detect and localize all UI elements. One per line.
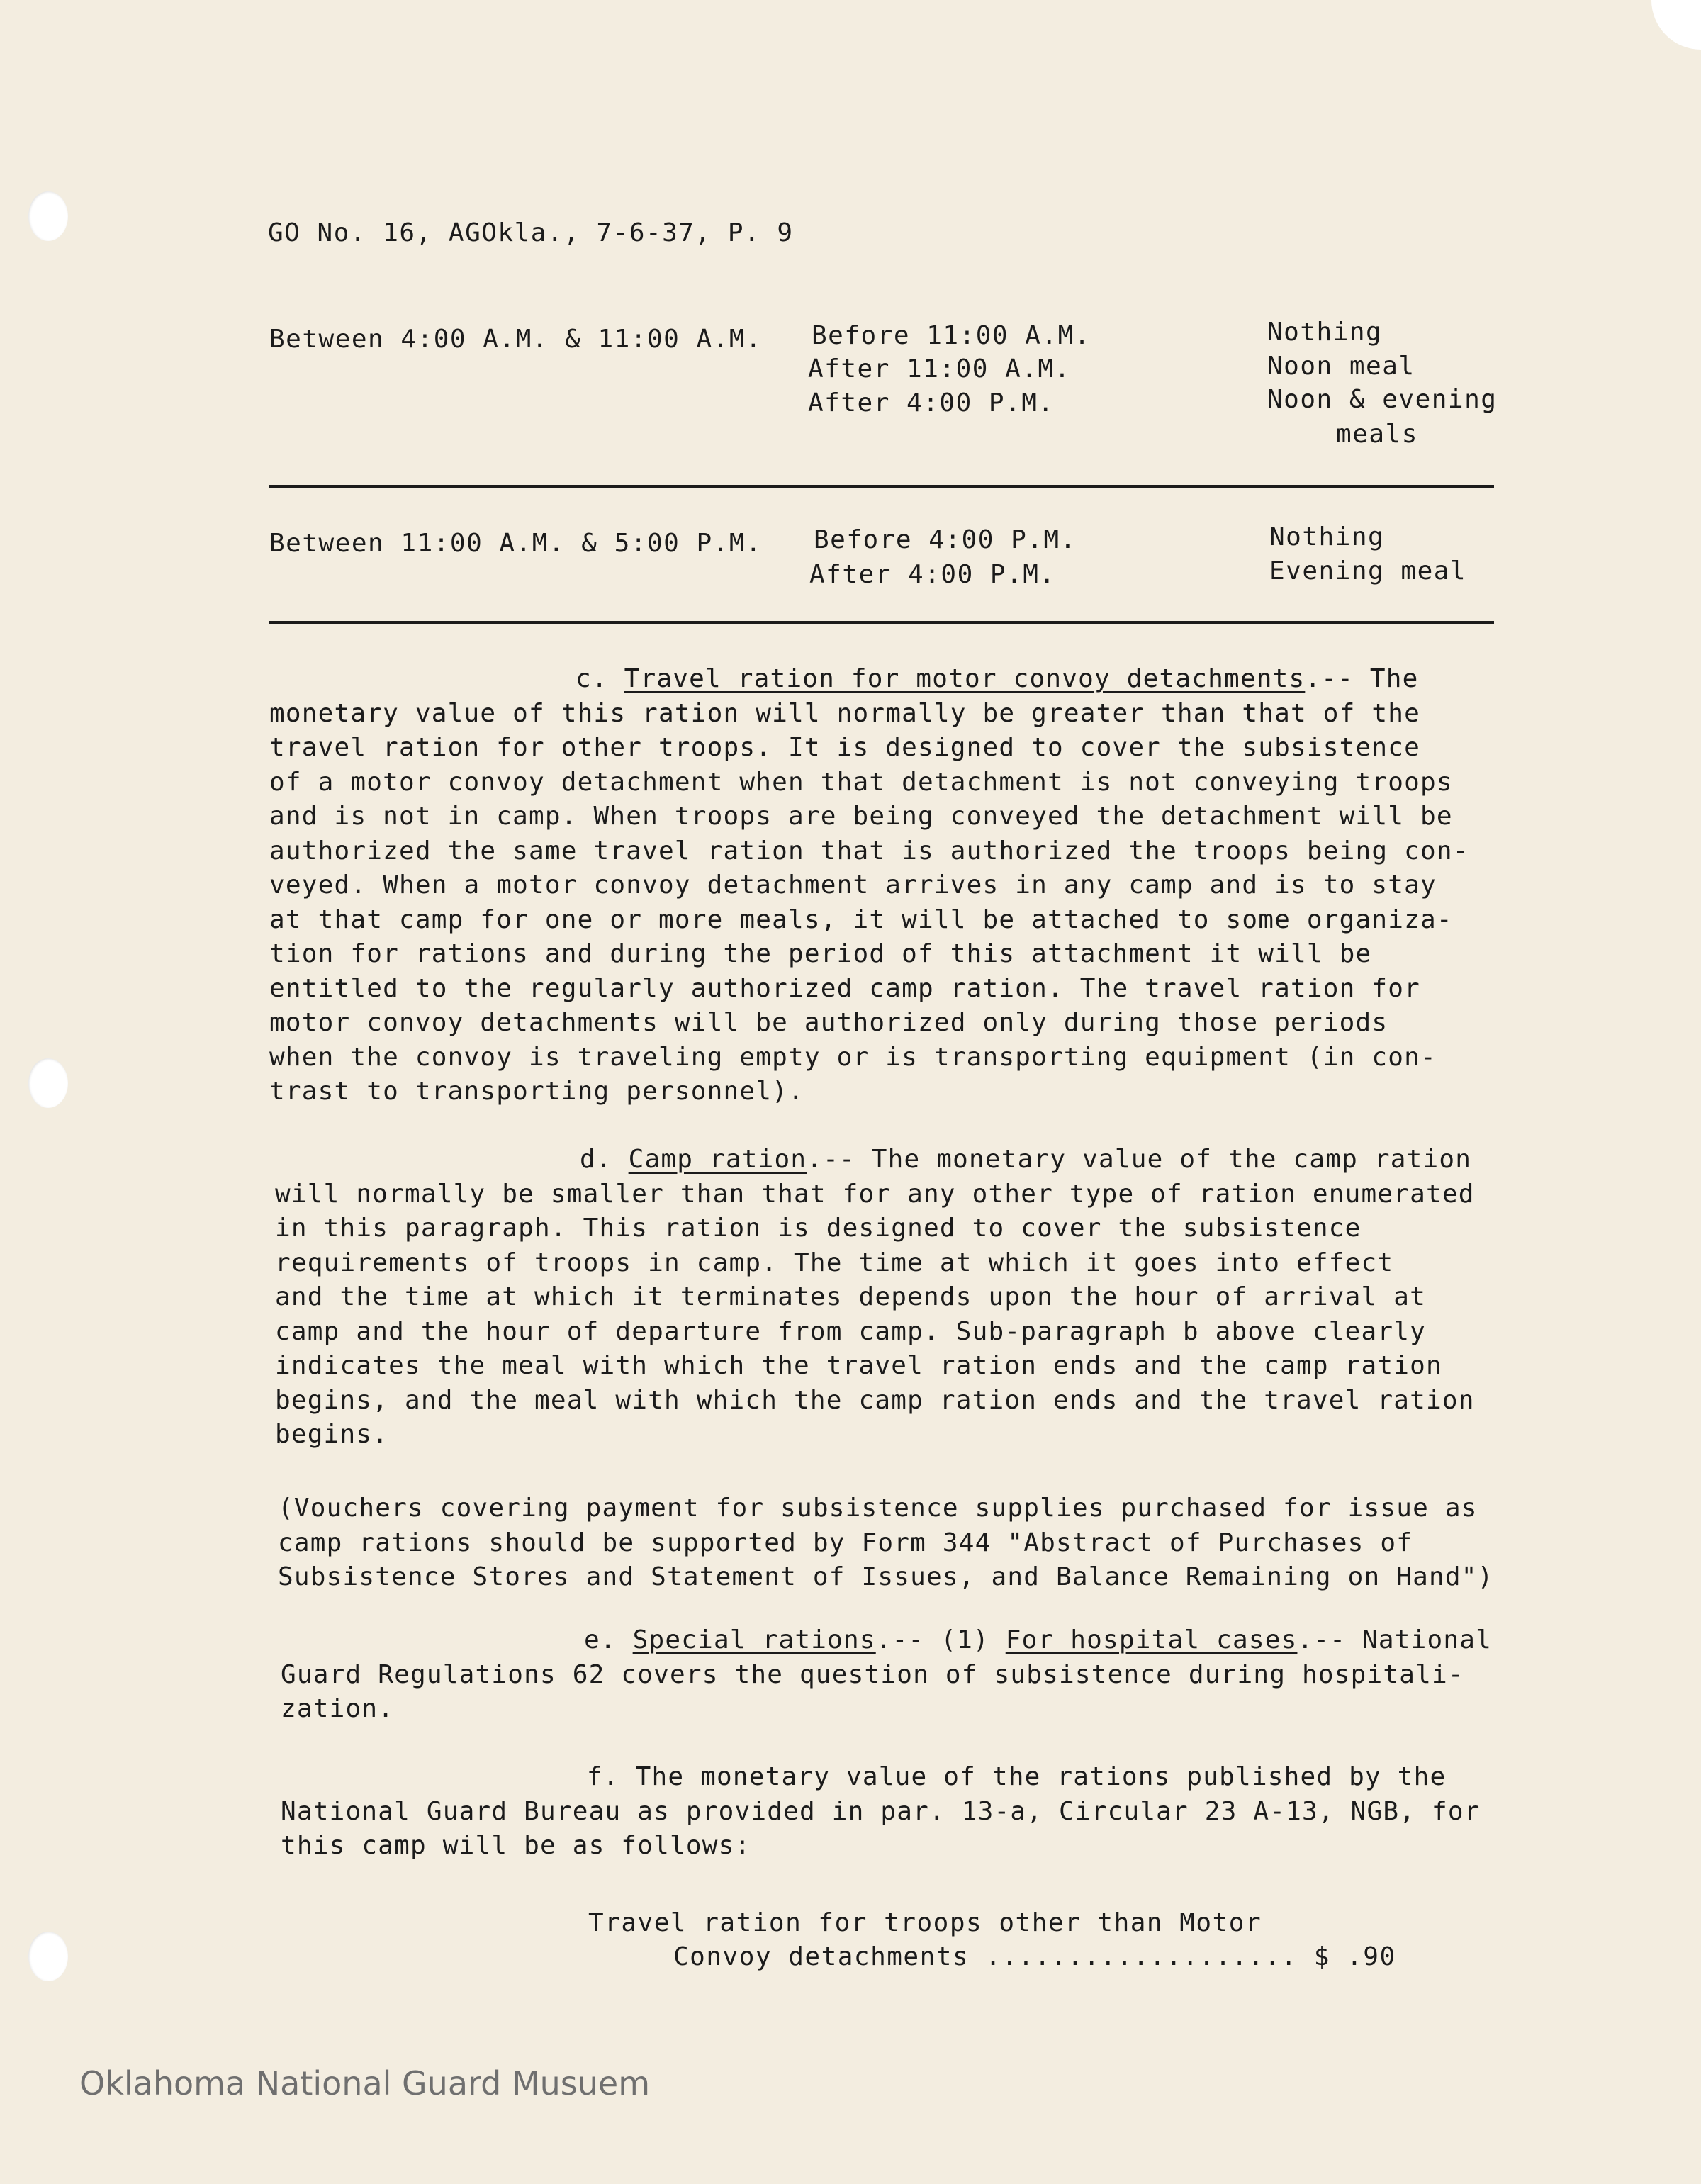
meal-entitlement: Nothing xyxy=(1267,318,1383,347)
paragraph-heading: Special rations xyxy=(632,1625,876,1654)
meal-entitlement: Noon meal xyxy=(1267,352,1415,381)
meal-entitlement: meals xyxy=(1336,420,1418,449)
departure-time: Before 11:00 A.M. xyxy=(812,321,1091,350)
paragraph-f: f. The monetary value of the rations published by the National Guard Bureau as provided in par. 13-a, Circular 23 A-13, NGB, for this camp will be as follows: xyxy=(281,1762,1481,1860)
paragraph-heading: Travel ration for motor convoy detachments xyxy=(624,664,1306,693)
meal-entitlement: Evening meal xyxy=(1269,556,1467,586)
paragraph-c: c. Travel ration for motor convoy detachments.-- The monetary value of this ration will normally be greater than that of the travel ration for other troops. It is designed to cover the subsistence of a motor convoy detachment when that detachment is not conveying troops and is not in camp. When troops are being conveyed the detachment will be authorized the same travel ration that is authorized the troops being con- veyed. When a motor convoy detachment arrives in any camp and is to stay at that camp for one or more meals, it will be attached to some organiza- tion for rations and during the period of this attachment it will be entitled to the regularly authorized camp ration. The travel ration for motor convoy detachments will be authorized only during those periods when the convoy is traveling empty or is transporting equipment (in con- trast to transporting personnel). xyxy=(269,664,1469,1106)
page-corner xyxy=(1651,0,1701,50)
subheading: For hospital cases xyxy=(1005,1625,1298,1654)
museum-watermark: Oklahoma National Guard Musuem xyxy=(79,2064,651,2102)
punch-hole xyxy=(28,1058,68,1108)
meal-entitlement: Nothing xyxy=(1269,522,1385,551)
vouchers-note: (Vouchers covering payment for subsistence supplies purchased for issue as camp rations should be supported by Form 344 "Abstract of Purchases of Subsistence Stores and Statement of Issues, and Balance Remaining on Hand") xyxy=(278,1494,1494,1591)
punch-hole xyxy=(28,1932,68,1981)
departure-time: After 4:00 P.M. xyxy=(809,560,1056,589)
table-rule xyxy=(269,621,1494,624)
arrival-time: Between 11:00 A.M. & 5:00 P.M. xyxy=(269,529,763,558)
ration-item-price: Convoy detachments ................... $ .90 xyxy=(673,1942,1396,1971)
paragraph-heading: Camp ration xyxy=(628,1145,807,1174)
departure-time: After 11:00 A.M. xyxy=(808,354,1071,383)
paragraph-e: e. Special rations.-- (1) For hospital cases.-- National Guard Regulations 62 covers the question of subsistence during hospitali- zation. xyxy=(281,1625,1492,1723)
departure-time: Before 4:00 P.M. xyxy=(814,525,1077,554)
paragraph-d: d. Camp ration.-- The monetary value of the camp ration will normally be smaller than that for any other type of ration enumerated in this paragraph. This ration is designed to cover the subsistence requirements of troops in camp. The time at which it goes into effect and the time at which it terminates depends upon the hour of arrival at camp and the hour of departure from camp. Sub-paragraph b above clearly indicates the meal with which the travel ration ends and the camp ration begins, and the meal with which the camp ration ends and the travel ration begins. xyxy=(275,1145,1475,1449)
departure-time: After 4:00 P.M. xyxy=(808,388,1055,418)
arrival-time: Between 4:00 A.M. & 11:00 A.M. xyxy=(269,325,763,354)
meal-entitlement: Noon & evening xyxy=(1267,385,1498,414)
ration-item-label: Travel ration for troops other than Motor xyxy=(588,1908,1262,1937)
page-header: GO No. 16, AGOkla., 7-6-37, P. 9 xyxy=(268,218,794,247)
table-rule xyxy=(269,485,1494,488)
punch-hole xyxy=(28,191,68,241)
